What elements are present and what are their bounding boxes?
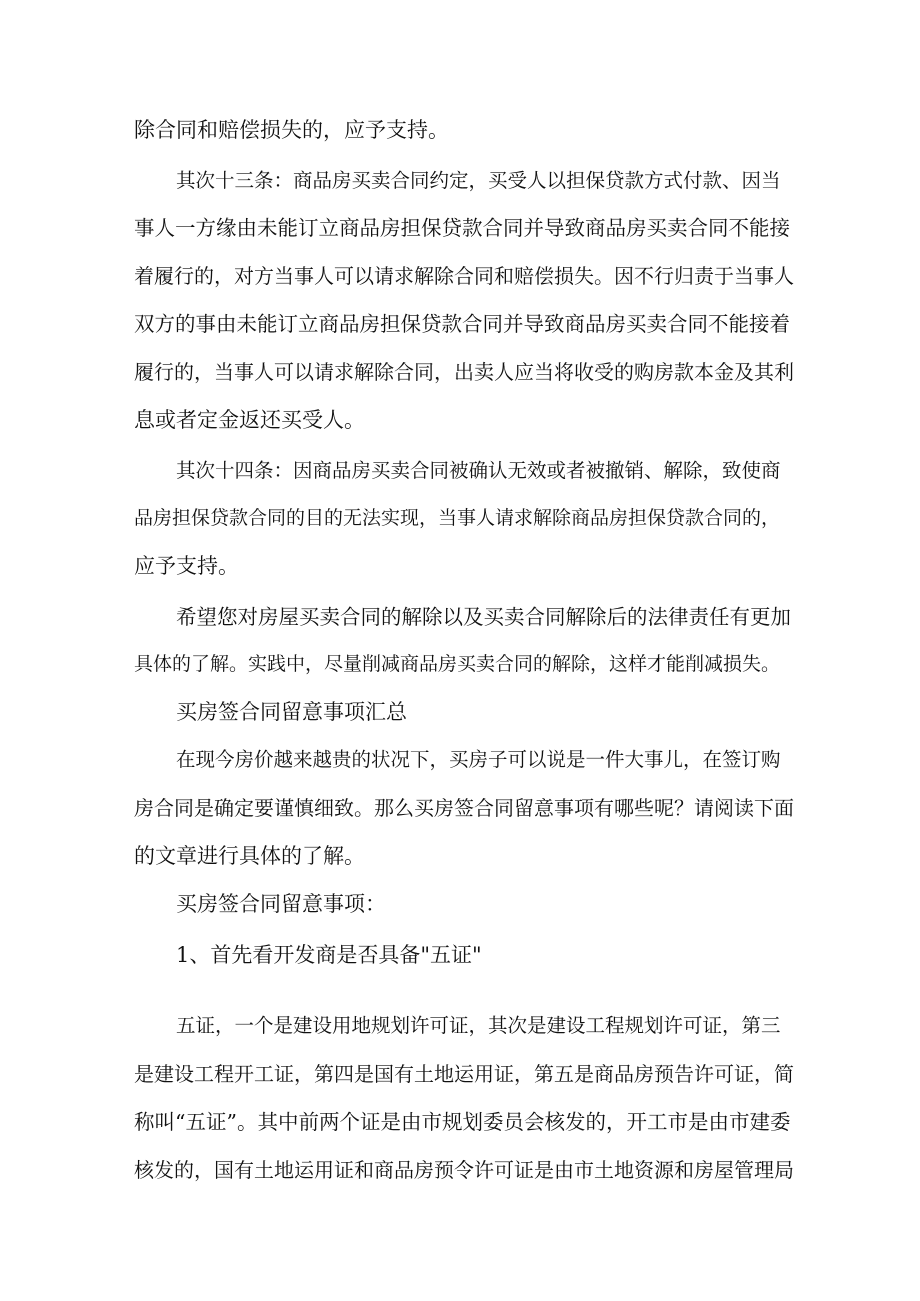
text-line: 其次十三条：商品房买卖合同约定，买受人以担保贷款方式付款、因当 bbox=[176, 169, 781, 192]
text-line: 称叫“五证”。其中前两个证是由市规划委员会核发的，开工市是由市建委 bbox=[134, 1110, 791, 1134]
text-line: 其次十四条：因商品房买卖合同被确认无效或者被撤销、解除，致使商 bbox=[176, 459, 781, 482]
text-line: 事人一方缘由未能订立商品房担保贷款合同并导致商品房买卖合同不能接 bbox=[134, 216, 790, 240]
text-line: 着履行的，对方当事人可以请求解除合同和赔偿损失。因不行归责于当事人 bbox=[134, 264, 794, 288]
text-line: 在现今房价越来越贵的状况下，买房子可以说是一件大事儿，在签订购 bbox=[176, 748, 781, 771]
text-line: 是建设工程开工证，第四是国有土地运用证，第五是商品房预告许可证，简 bbox=[134, 1062, 794, 1086]
text-line: 房合同是确定要谨慎细致。那么买房签合同留意事项有哪些呢？请阅读下面 bbox=[134, 796, 794, 820]
text-line: 双方的事由未能订立商品房担保贷款合同并导致商品房买卖合同不能接着 bbox=[134, 312, 790, 336]
text-line: 息或者定金返还买受人。 bbox=[134, 408, 365, 432]
text-line: 具体的了解。实践中，尽量削减商品房买卖合同的解除，这样才能削减损失。 bbox=[134, 653, 781, 675]
list-item: 1、首先看开发商是否具备"五证" bbox=[176, 943, 482, 967]
text-line: 应予支持。 bbox=[134, 554, 239, 578]
text-line: 五证，一个是建设用地规划许可证，其次是建设工程规划许可证，第三 bbox=[176, 1014, 781, 1037]
text-line: 品房担保贷款合同的目的无法实现，当事人请求解除商品房担保贷款合同的， bbox=[134, 507, 781, 529]
section-heading: 买房签合同留意事项汇总 bbox=[176, 700, 407, 724]
list-heading: 买房签合同留意事项： bbox=[176, 892, 386, 916]
text-line: 除合同和赔偿损失的，应予支持。 bbox=[134, 118, 449, 142]
text-line: 履行的，当事人可以请求解除合同，出卖人应当将收受的购房款本金及其利 bbox=[134, 360, 794, 384]
text-line: 核发的，国有土地运用证和商品房预令许可证是由市土地资源和房屋管理局 bbox=[134, 1158, 794, 1182]
text-line: 希望您对房屋买卖合同的解除以及买卖合同解除后的法律责任有更加 bbox=[176, 605, 791, 629]
text-line: 的文章进行具体的了解。 bbox=[134, 844, 365, 868]
